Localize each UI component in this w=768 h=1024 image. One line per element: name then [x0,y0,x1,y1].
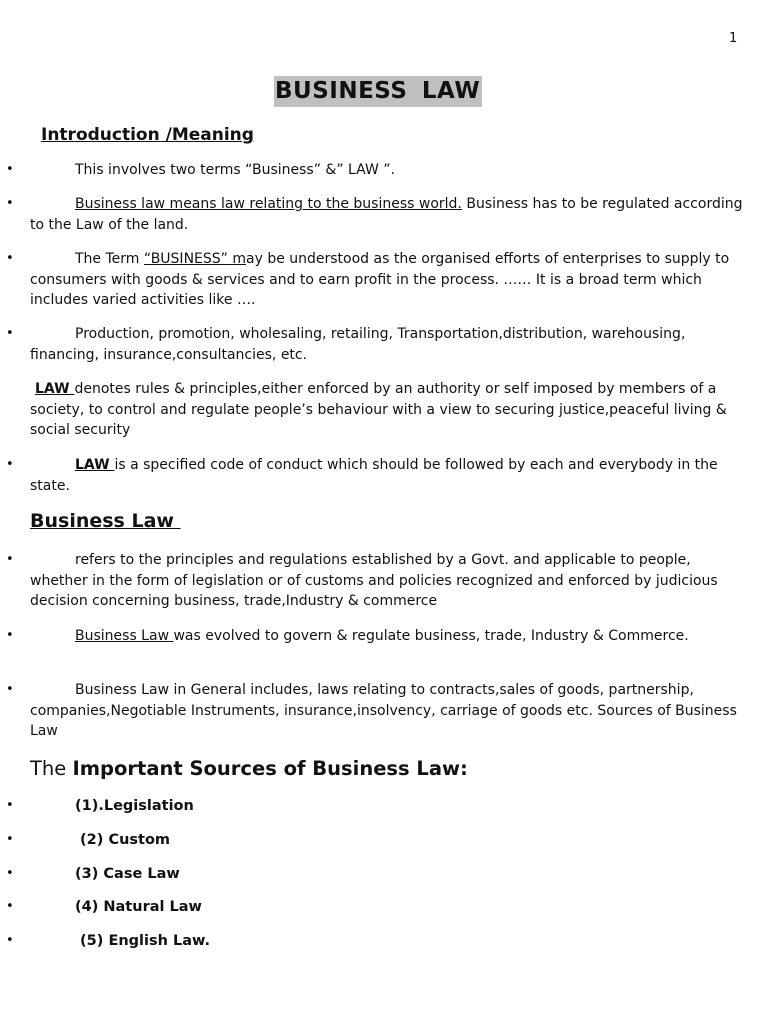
bullet-marker: • [6,251,14,266]
bullet-marker: • [6,798,14,813]
paragraph-business-law-meaning [30,194,746,235]
paragraph-text: ay be understood as the organised efforts of enterprises to supply to consumers with goods & services and to earn profit in the process. …… It is a broad term which includes varied activities like …. [30,251,730,308]
bullet-marker: • [6,162,14,177]
underlined-term: Business Law [75,628,174,644]
paragraph-evolved [30,626,746,647]
introduction-heading: Introduction /Meaning [41,125,254,145]
paragraph-general-includes [30,680,746,742]
bullet-marker: • [6,628,14,643]
paragraph-text: This involves two terms “Business” &” LAW ”. [75,162,395,178]
bullet-marker: • [6,457,14,472]
bullet-marker: • [6,326,14,341]
paragraph-text: The Term [75,251,144,267]
bullet-marker: • [6,196,14,211]
sources-heading [30,757,468,780]
paragraph-text: Production, promotion, wholesaling, retailing, Transportation,distribution, warehousing, financing, insurance,consultancies, etc. [30,326,686,363]
paragraph-law-code-of-conduct [30,455,746,496]
paragraph-text: was evolved to govern & regulate business, trade, Industry & Commerce. [173,628,689,644]
paragraph-law-denotes [30,379,746,441]
source-item-legislation: (1).Legislation [75,798,194,814]
paragraph-text: is a specified code of conduct which should be followed by each and everybody in the state. [30,457,718,494]
page-number: 1 [729,31,738,46]
underlined-term-law: LAW [75,457,115,473]
paragraph-term-business [30,249,746,311]
business-law-heading: Business Law [30,510,181,532]
sources-heading-lead: The [30,757,73,780]
source-item-custom: (2) Custom [75,832,171,848]
bullet-marker: • [6,866,14,881]
paragraph-text: Business has to be regulated according to the Law of the land. [30,196,743,233]
bullet-marker: • [6,899,14,914]
underlined-term-law: LAW [35,381,75,397]
paragraph-refers-to [30,550,746,612]
document-title: BUSINESS LAW [274,76,482,107]
paragraph-text: denotes rules & principles,either enforced by an authority or self imposed by members of a society, to control and regulate people’s behaviour with a view to securing justice,peaceful living & social security [30,381,727,438]
underlined-definition: Business law means law relating to the business world. [75,196,462,212]
bullet-marker: • [6,552,14,567]
bullet-marker: • [6,933,14,948]
paragraph-text: refers to the principles and regulations established by a Govt. and applicable to people, whether in the form of legislation or of customs and policies recognized and enforced by judicious decision concerning business, trade,Industry & commerce [30,552,718,609]
source-item-natural-law: (4) Natural Law [75,899,202,915]
sources-heading-bold: Important Sources of Business Law: [72,757,468,780]
paragraph-two-terms [30,160,746,181]
source-item-english-law: (5) English Law. [75,933,210,949]
paragraph-activities-list [30,324,746,365]
source-item-case-law: (3) Case Law [75,866,180,882]
bullet-marker: • [6,682,14,697]
paragraph-text: Business Law in General includes, laws relating to contracts,sales of goods, partnership, companies,Negotiable Instruments, insurance,insolvency, carriage of goods etc. Sources of Business Law [30,682,737,739]
underlined-term: “BUSINESS” m [143,251,246,267]
bullet-marker: • [6,832,14,847]
